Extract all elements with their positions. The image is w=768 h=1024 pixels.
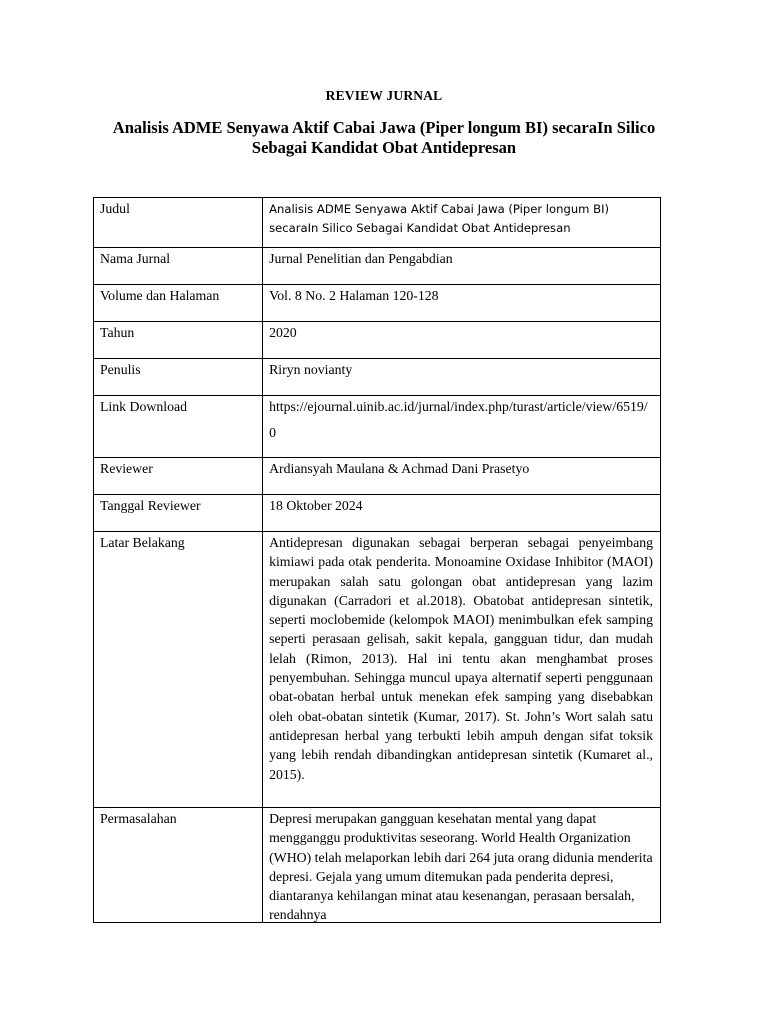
row-value-penulis: Riryn novianty: [263, 359, 661, 396]
row-label-tahun: Tahun: [94, 322, 263, 359]
table-row: [94, 322, 661, 359]
row-value-nama-jurnal: Jurnal Penelitian dan Pengabdian: [263, 248, 661, 285]
table-row: [94, 396, 661, 458]
row-label-judul: Judul: [94, 198, 263, 248]
row-label-link-download: Link Download: [94, 396, 263, 458]
row-value-latar-belakang: Antidepresan digunakan sebagai berperan sebagai penyeimbang kimiawi pada otak penderita. Monoamine Oxidase Inhibitor (MAOI) merupakan salah satu golongan obat antidepresan yang lazim digunakan (Carradori et al.2018). Obatobat antidepresan sintetik, seperti moclobemide (kelompok MAOI) menimbulkan efek samping seperti perasaan gelisah, sakit kepala, gangguan tidur, dan mudah lelah (Rimon, 2013). Hal ini tentu akan menghambat proses penyembuhan. Sehingga muncul upaya alternatif seperti penggunaan obat-obatan herbal untuk menekan efek samping yang disebabkan oleh obat-obatan sintetik (Kumar, 2017). St. John’s Wort salah satu antidepresan herbal yang terbukti lebih ampuh dengan sifat toksik yang lebih rendah dibandingkan antidepresan sintetik (Kumaret al., 2015).: [263, 532, 661, 808]
row-value-link-download[interactable]: [263, 396, 661, 458]
table-row: [94, 285, 661, 322]
row-label-permasalahan: Permasalahan: [94, 808, 263, 923]
document-label: REVIEW JURNAL: [325, 88, 443, 103]
row-label-reviewer: Reviewer: [94, 458, 263, 495]
row-label-volume: Volume dan Halaman: [94, 285, 263, 322]
row-value-reviewer: Ardiansyah Maulana & Achmad Dani Prasetyo: [263, 458, 661, 495]
row-label-penulis: Penulis: [94, 359, 263, 396]
table-row: [94, 495, 661, 532]
table-row: [94, 458, 661, 495]
row-value-permasalahan: Depresi merupakan gangguan kesehatan mental yang dapat mengganggu produktivitas seseorang. World Health Organization (WHO) telah melaporkan lebih dari 264 juta orang didunia menderita depresi. Gejala yang umum ditemukan pada penderita depresi, diantaranya kehilangan minat atau kesenangan, perasaan bersalah, rendahnya: [263, 808, 661, 923]
table-row: [94, 532, 661, 808]
row-value-volume: Vol. 8 No. 2 Halaman 120-128: [263, 285, 661, 322]
row-value-tanggal-reviewer: 18 Oktober 2024: [263, 495, 661, 532]
row-label-nama-jurnal: Nama Jurnal: [94, 248, 263, 285]
table-row: [94, 198, 661, 248]
table-row: [94, 248, 661, 285]
row-value-tahun: 2020: [263, 322, 661, 359]
review-table: [93, 197, 661, 923]
document-title: Analisis ADME Senyawa Aktif Cabai Jawa (Piper longum BI) secaraIn Silico Sebagai Kandidat Obat Antidepresan: [112, 118, 656, 157]
row-value-judul: Analisis ADME Senyawa Aktif Cabai Jawa (Piper longum BI) secaraIn Silico Sebagai Kandidat Obat Antidepresan: [263, 198, 661, 248]
download-link[interactable]: https://ejournal.uinib.ac.id/jurnal/index.php/turast/article/view/6519/0: [269, 399, 648, 440]
row-label-latar-belakang: Latar Belakang: [94, 532, 263, 808]
row-label-tanggal-reviewer: Tanggal Reviewer: [94, 495, 263, 532]
table-row: [94, 359, 661, 396]
table-row: [94, 808, 661, 923]
